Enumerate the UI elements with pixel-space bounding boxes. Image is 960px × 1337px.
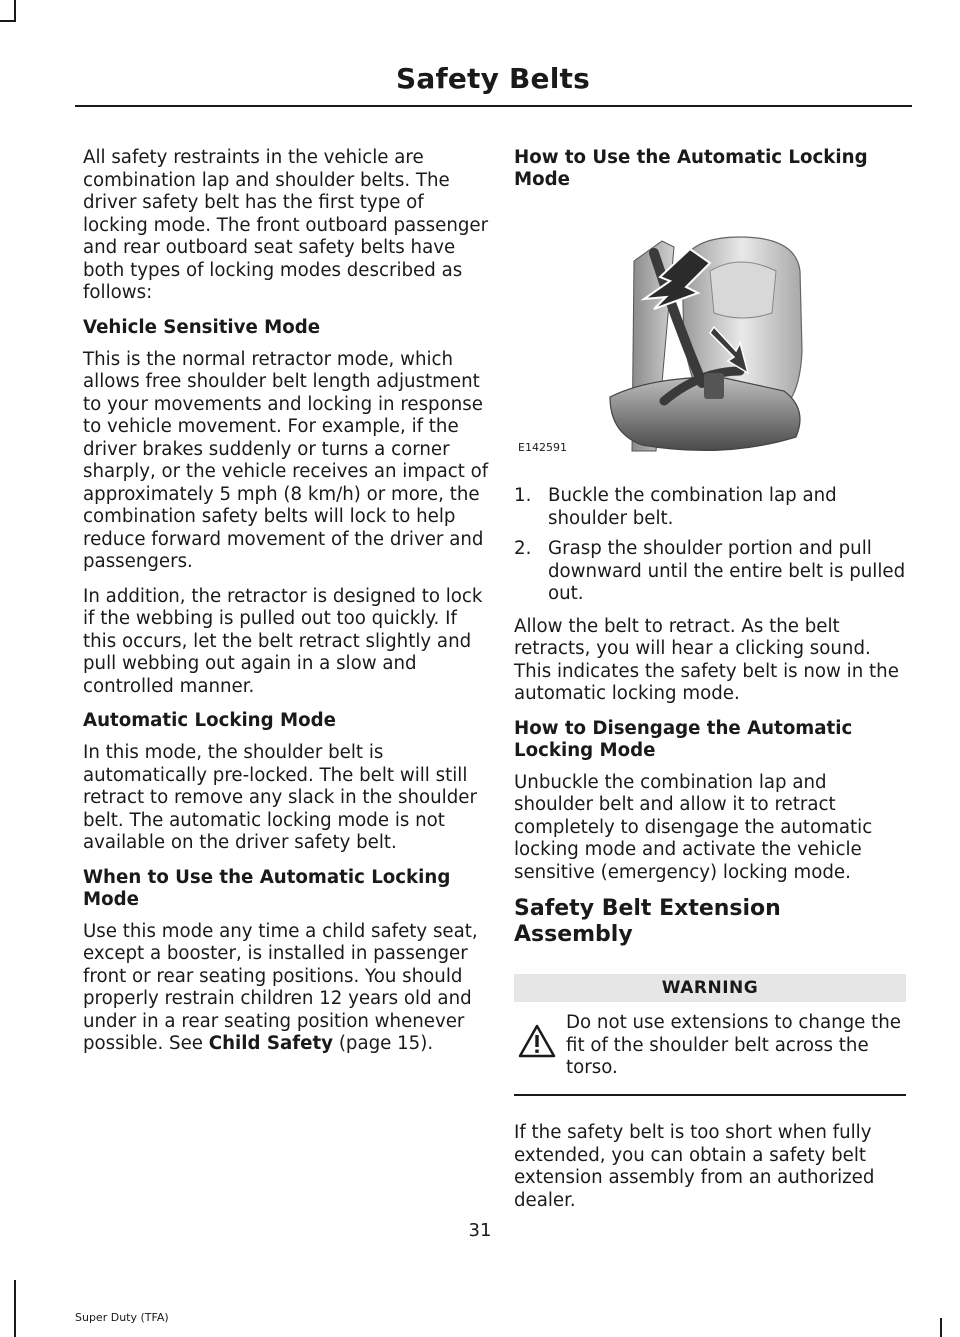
step-number: 2.: [514, 538, 532, 559]
how-to-use-heading: How to Use the Automatic Locking Mode: [514, 147, 868, 190]
warning-divider: [514, 1094, 906, 1096]
right-column: [514, 147, 906, 1224]
intro-paragraph: All safety restraints in the vehicle are combination lap and shoulder belts. The driver safety belt has the first type of locking mode. The front outboard passenger and rear outboard seat safety belts have both types of locking modes described as follows:: [83, 147, 489, 303]
warning-box: [514, 1012, 906, 1082]
warning-text: Do not use extensions to change the fit of the shoulder belt across the torso.: [566, 1012, 901, 1078]
seat-illustration: [514, 201, 906, 465]
steps-list: [514, 485, 906, 606]
figure-code: E142591: [518, 440, 567, 454]
crop-mark: [0, 20, 16, 22]
crop-mark: [940, 1318, 942, 1337]
alm-heading: Automatic Locking Mode: [83, 710, 336, 731]
left-column: [83, 147, 493, 1068]
header-divider: [75, 105, 912, 107]
disengage-heading: How to Disengage the Automatic Locking Mode: [514, 717, 853, 761]
headrest: [710, 262, 776, 318]
page-reference: (page 15).: [333, 1033, 434, 1054]
vsm-heading: Vehicle Sensitive Mode: [83, 316, 321, 338]
warning-triangle-icon: [518, 1024, 556, 1065]
step-text: Buckle the combination lap and shoulder belt.: [548, 485, 837, 529]
footer-text: Super Duty (TFA): [75, 1311, 169, 1324]
step-number: 1.: [514, 485, 532, 506]
list-item: [514, 485, 906, 530]
when-to-use-heading: When to Use the Automatic Locking Mode: [83, 866, 451, 910]
belt-buckle: [704, 373, 724, 399]
page-number: 31: [468, 1220, 492, 1241]
child-safety-link[interactable]: Child Safety: [208, 1033, 334, 1054]
alm-paragraph: In this mode, the shoulder belt is automatically pre-locked. The belt will still retract to remove any slack in the shoulder belt. The automatic locking mode is not available on the driver safety belt.: [83, 742, 477, 853]
warning-label: WARNING: [514, 974, 906, 1002]
vsm-paragraph-2: In addition, the retractor is designed to lock if the webbing is pulled out too quickly. If this occurs, let the belt retract slightly and pull webbing out again in a slow and controlled manner.: [83, 585, 483, 697]
extension-paragraph: If the safety belt is too short when fully extended, you can obtain a safety belt extension assembly from an authorized dealer.: [514, 1122, 875, 1211]
after-steps-paragraph: Allow the belt to retract. As the belt retracts, you will hear a clicking sound. This indicates the safety belt is now in the automatic locking mode.: [514, 615, 899, 704]
disengage-paragraph: Unbuckle the combination lap and shoulder belt and allow it to retract completely to disengage the automatic locking mode and activate the vehicle sensitive (emergency) locking mode.: [514, 771, 873, 883]
seat-belt-illustration: [514, 201, 906, 465]
page-title: Safety Belts: [396, 62, 590, 95]
step-text: Grasp the shoulder portion and pull downward until the entire belt is pulled out.: [548, 538, 906, 604]
list-item: [514, 538, 906, 606]
when-to-use-text: Use this mode any time a child safety seat, except a booster, is installed in passenger front or rear seating positions. You should properly restrain children 12 years old and under in a rear seating position whenever possible. See: [83, 920, 478, 1054]
crop-mark: [14, 1280, 16, 1337]
vsm-paragraph-1: This is the normal retractor mode, which allows free shoulder belt length adjustment to your movements and locking in response to vehicle movement. For example, if the driver brakes suddenly or turns a corner sharply, or the vehicle receives an impact of approximately 5 mph (8 km/h) or more, the combination safety belts will lock to help reduce forward movement of the driver and passengers.: [83, 348, 489, 572]
crop-mark: [14, 0, 16, 20]
extension-heading: Safety Belt Extension Assembly: [514, 896, 781, 947]
when-to-use-paragraph: [83, 921, 493, 1056]
